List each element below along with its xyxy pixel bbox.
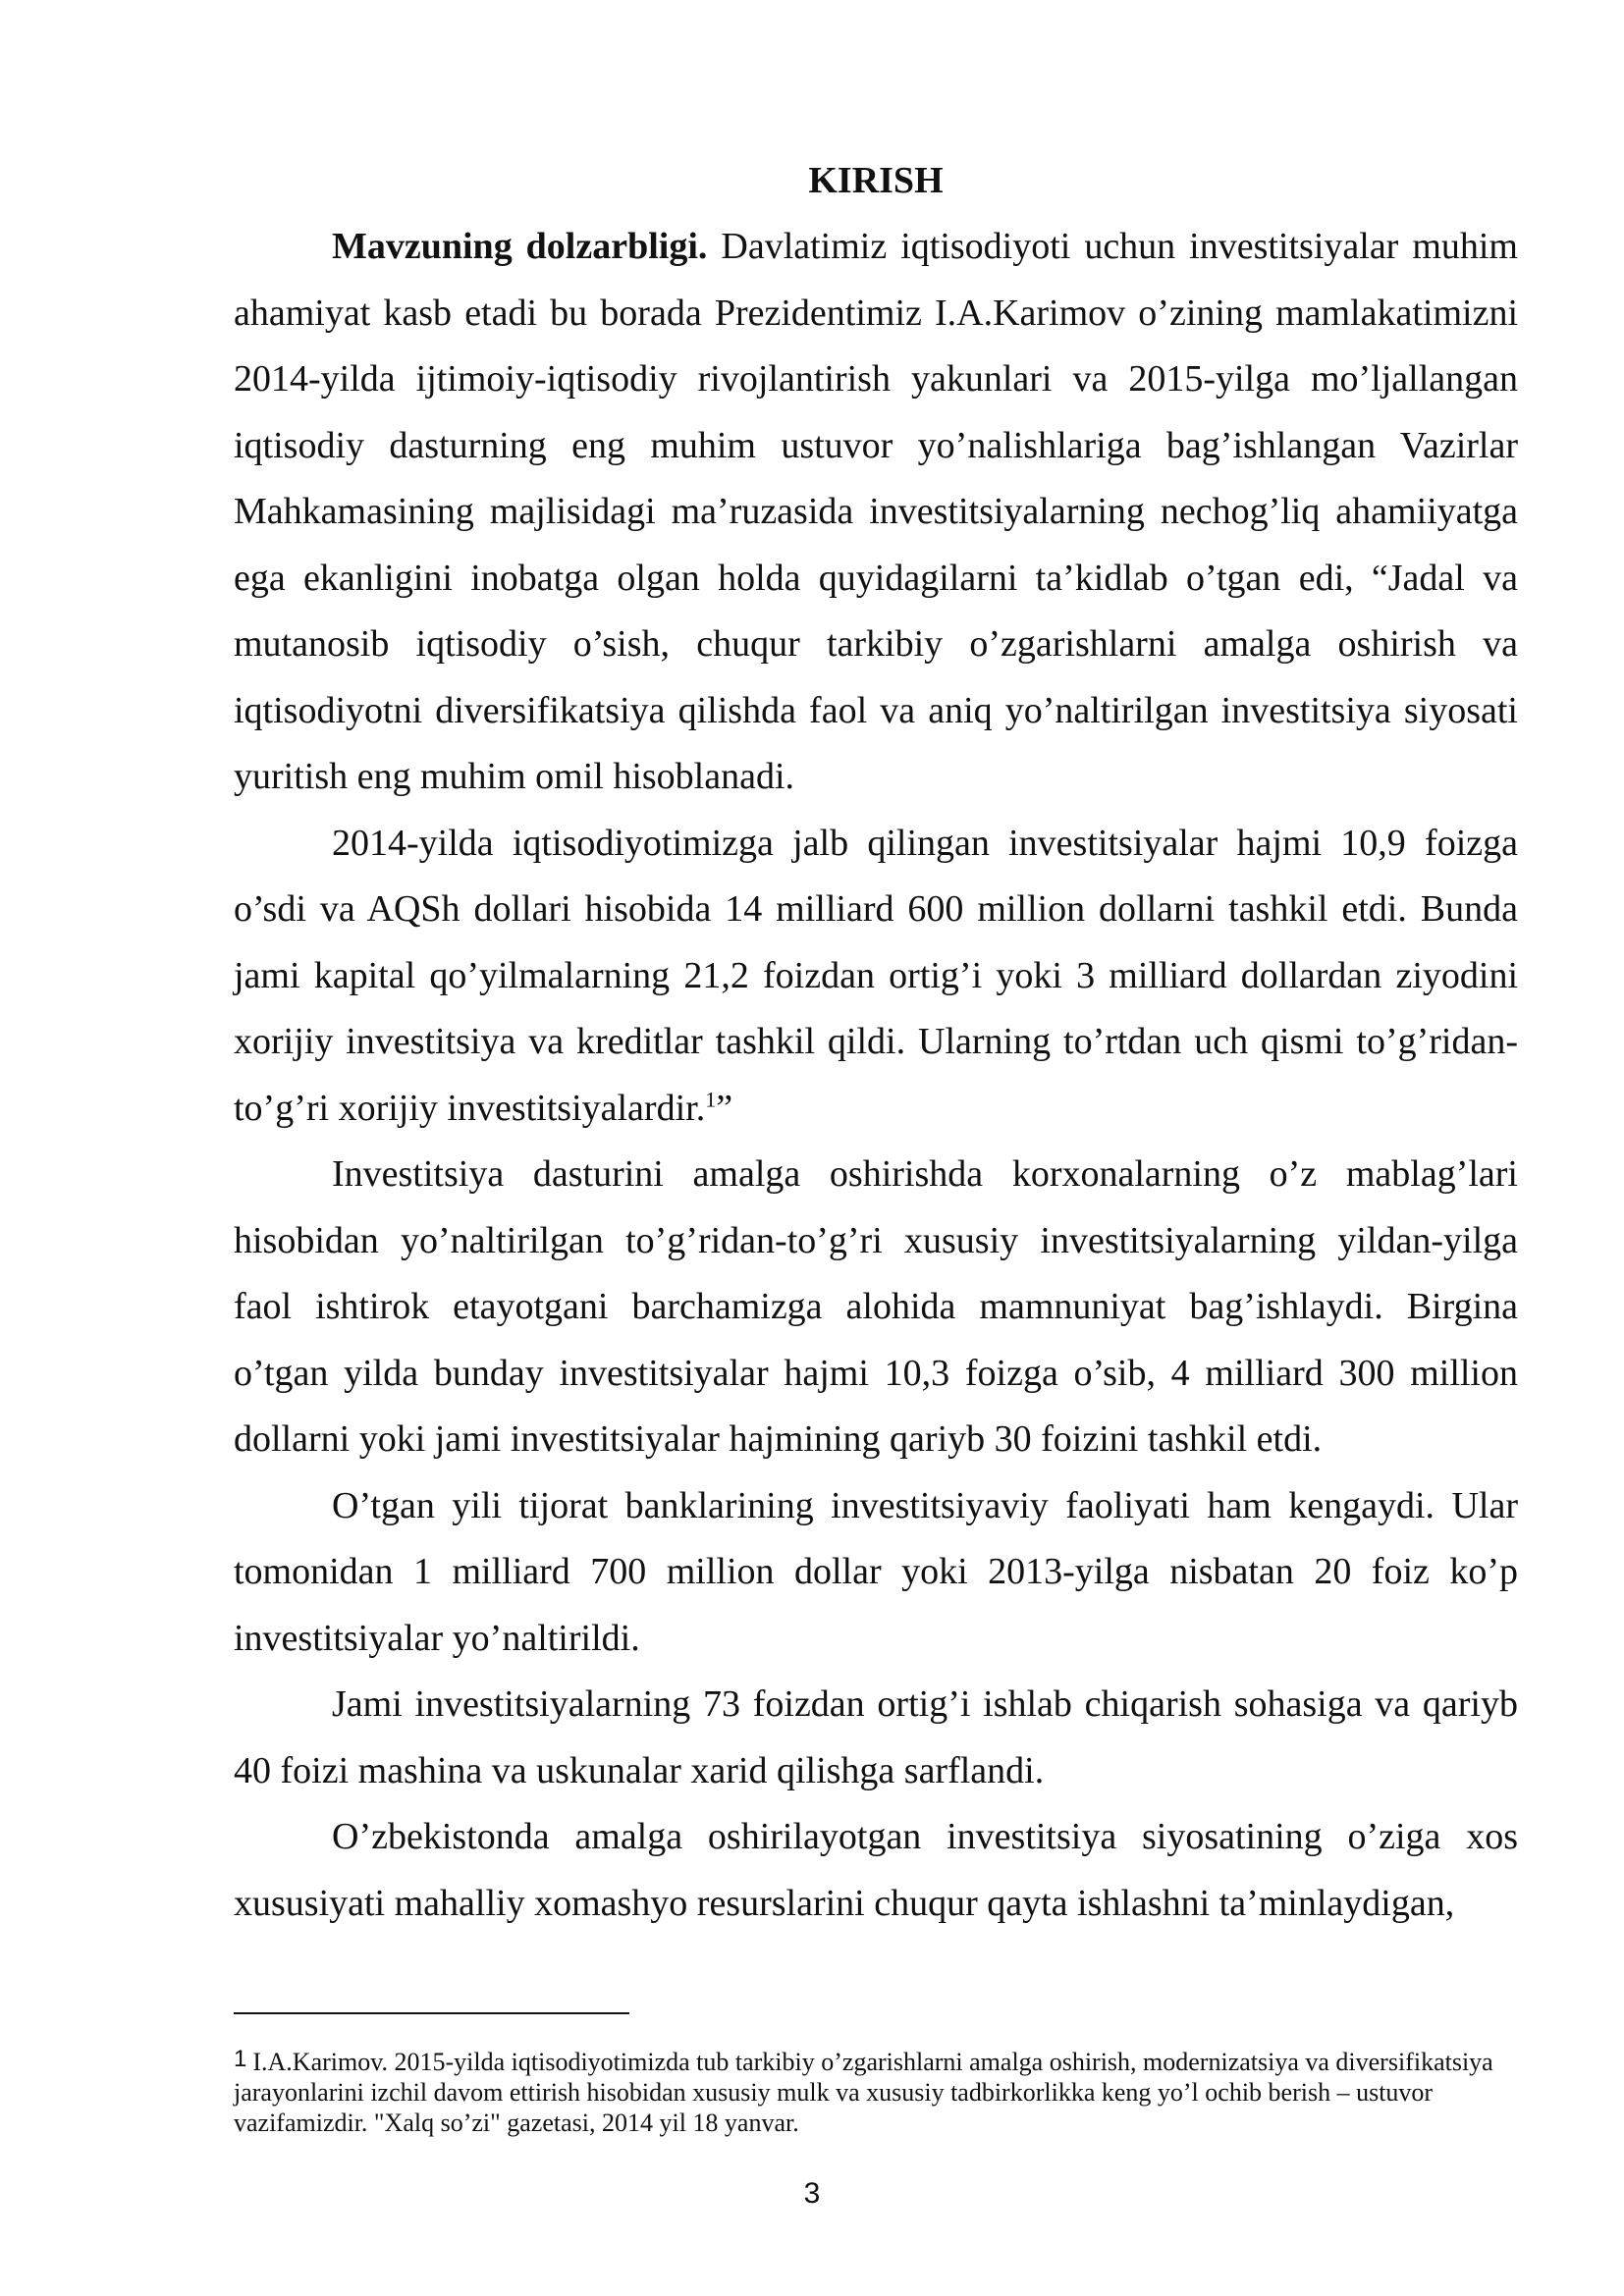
paragraph-banks bbox=[234, 1473, 1518, 1673]
paragraph-production bbox=[234, 1672, 1518, 1804]
footnote bbox=[234, 2044, 1518, 2138]
paragraph-text: Davlatimiz iqtisodiyoti uchun investitsiyalar muhim ahamiyat kasb etadi bu borada Prezidentimiz I.A.Karimov o’zining mamlakatimizni 2014-yilda ijtimoiy-iqtisodiy rivojlantirish yakunlari va 2015-yilga mo’ljallangan iqtisodiy dasturning eng muhim ustuvor yo’nalishlariga bag’ishlangan Vazirlar Mahkamasining majlisidagi ma’ruzasida investitsiyalarning nechog’liq ahamiiyatga ega ekanligini inobatga olgan holda quyidagilarni ta’kidlab o’tgan edi, “Jadal va mutanosib iqtisodiy o’sish, chuqur tarkibiy o’zgarishlarni amalga oshirish va iqtisodiyotni diversifikatsiya qilishda faol va aniq yo’naltirilgan investitsiya siyosati yuritish eng muhim omil hisoblanadi. bbox=[234, 226, 1518, 797]
paragraph-text: O’zbekistonda amalga oshirilayotgan investitsiya siyosatining o’ziga xos xususiyati mahalliy xomashyo resurslarini chuqur qayta ishlashni ta’minlaydigan, bbox=[234, 1816, 1518, 1924]
page-title: KIRISH bbox=[808, 160, 944, 201]
paragraph-private-investment bbox=[234, 1142, 1518, 1473]
paragraph-policy bbox=[234, 1804, 1518, 1937]
footnote-mark: 1 bbox=[234, 2046, 247, 2072]
paragraph-relevance bbox=[234, 214, 1518, 811]
page-number: 3 bbox=[803, 2177, 821, 2210]
paragraph-lead: Mavzuning dolzarbligi. bbox=[332, 226, 708, 267]
paragraph-text: Jami investitsiyalarning 73 foizdan ortig’i ishlab chiqarish sohasiga va qariyb 40 foizi mashina va uskunalar xarid qilishga sarflandi. bbox=[234, 1683, 1518, 1791]
paragraph-text: 2014-yilda iqtisodiyotimizga jalb qilingan investitsiyalar hajmi 10,9 foizga o’sdi va AQSh dollari hisobida 14 milliard 600 million dollarni tashkil etdi. Bunda jami kapital qo’yilmalarning 21,2 foizdan ortig’i yoki 3 milliard dollardan ziyodini xorijiy investitsiya va kreditlar tashkil qildi. Ularning to’rtdan uch qismi to’g’ridan-to’g’ri xorijiy investitsiyalardir. bbox=[234, 822, 1518, 1129]
paragraph-text: O’tgan yili tijorat banklarining investitsiyaviy faoliyati ham kengaydi. Ular tomonidan 1 milliard 700 million dollar yoki 2013-yilga nisbatan 20 foiz ko’p investitsiyalar yo’naltirildi. bbox=[234, 1484, 1518, 1659]
footnote-text: I.A.Karimov. 2015-yilda iqtisodiyotimizda tub tarkibiy o’zgarishlarni amalga oshirish, modernizatsiya va diversifikatsiya jarayonlarini izchil davom ettirish hisobidan xususiy mulk va xususiy tadbirkorlikka keng yo’l ochib berish – ustuvor vazifamizdir. "Xalq so’zi" gazetasi, 2014 yil 18 yanvar. bbox=[234, 2048, 1493, 2137]
closing-quote: ” bbox=[716, 1087, 733, 1129]
footnote-reference[interactable]: 1 bbox=[705, 1086, 717, 1111]
paragraph-investment-2014 bbox=[234, 811, 1518, 1143]
document-body bbox=[234, 147, 1518, 1937]
paragraph-text: Investitsiya dasturini amalga oshirishda korxonalarning o’z mablag’lari hisobidan yo’naltirilgan to’g’ridan-to’g’ri xususiy investitsiyalarning yildan-yilga faol ishtirok etayotgani barchamizga alohida mamnuniyat bag’ishlaydi. Birgina o’tgan yilda bunday investitsiyalar hajmi 10,3 foizga o’sib, 4 milliard 300 million dollarni yoki jami investitsiyalar hajmining qariyb 30 foizini tashkil etdi. bbox=[234, 1153, 1518, 1460]
footnote-divider bbox=[234, 2012, 629, 2014]
